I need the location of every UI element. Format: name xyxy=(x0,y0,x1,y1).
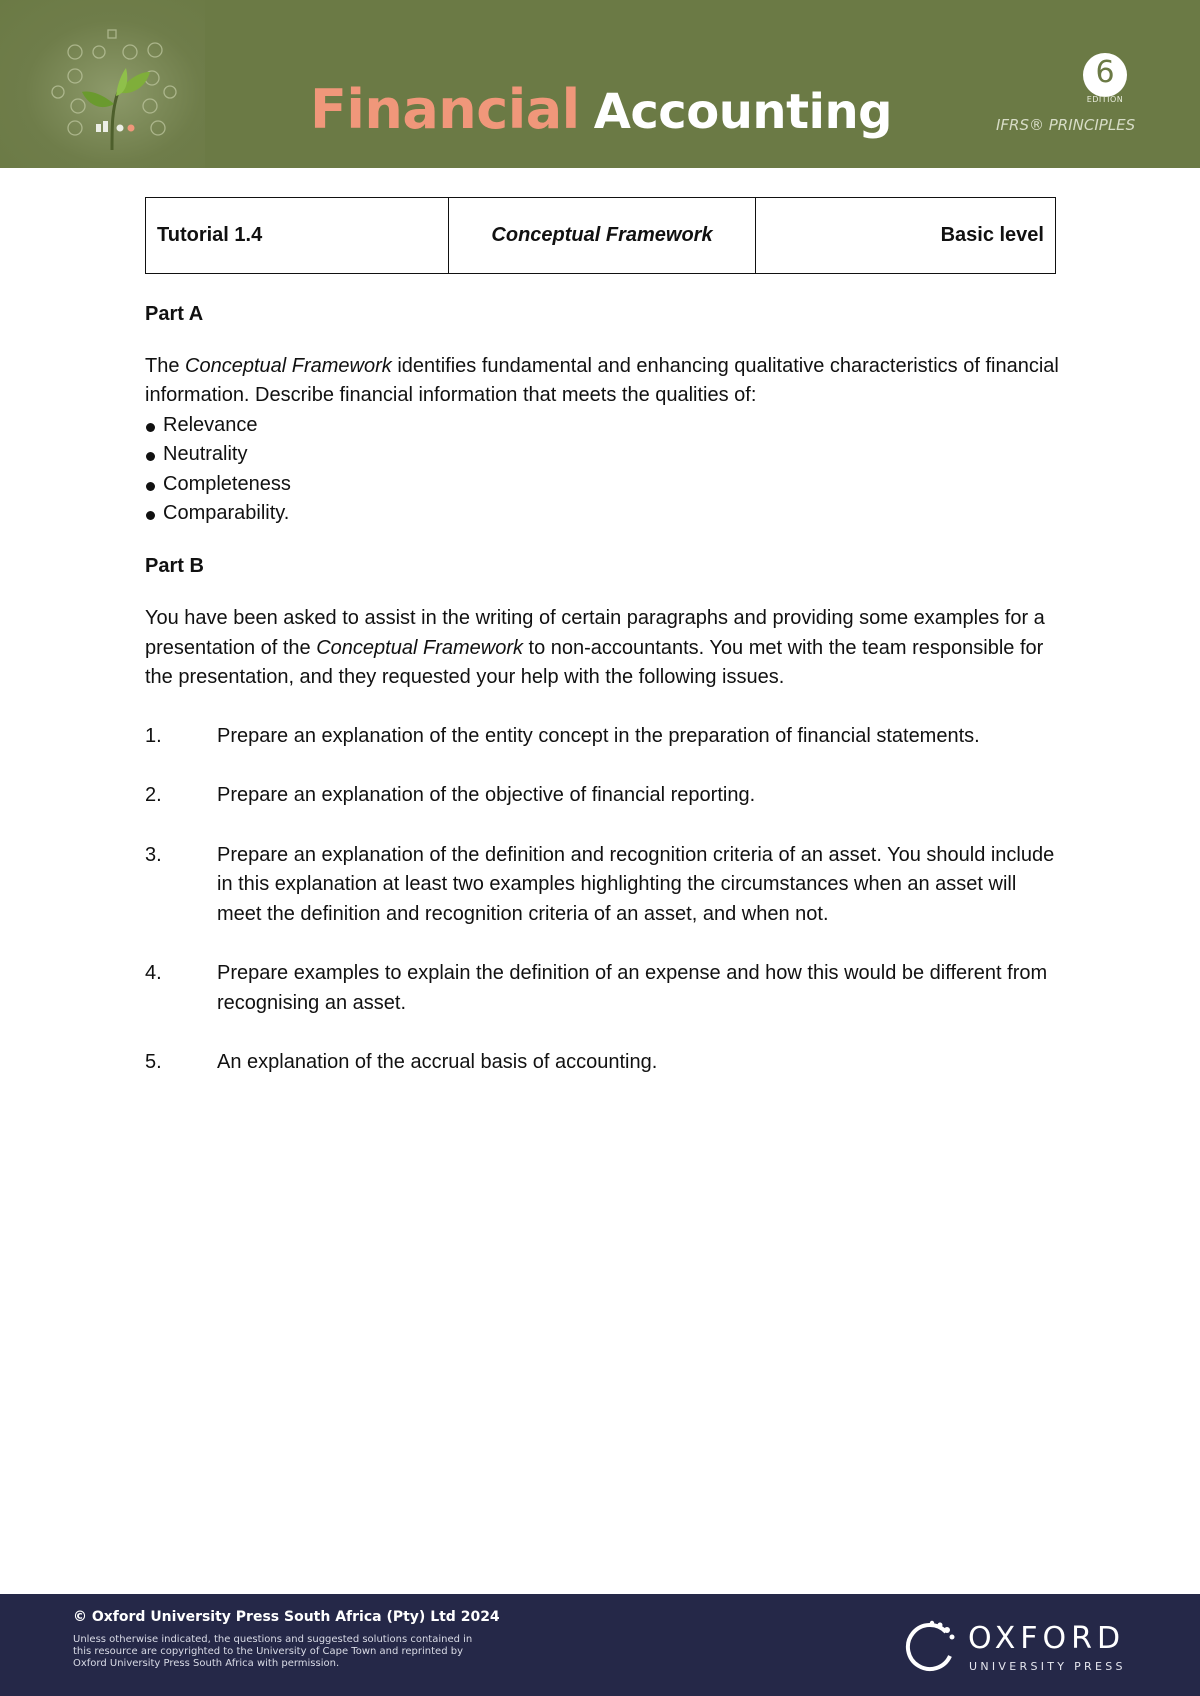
item-number: 5. xyxy=(145,1051,162,1073)
item-text: Prepare an explanation of the definition and recognition criteria of an asset. You should include in this explanation at least two examples highlighting the circumstances when an asset will meet the definition and recognition criteria of an asset, and when not. xyxy=(217,843,1055,925)
oxford-subtitle: UNIVERSITY PRESS xyxy=(969,1660,1126,1673)
oxford-wordmark: OXFORD xyxy=(968,1621,1126,1656)
list-item xyxy=(145,841,1065,930)
list-item xyxy=(145,781,1065,811)
part-a-bullet-list xyxy=(145,411,1065,529)
banner-title xyxy=(310,78,892,148)
header-banner xyxy=(0,0,1200,168)
list-item xyxy=(145,1048,1065,1078)
oxford-logo-icon xyxy=(900,1620,958,1678)
part-a-heading: Part A xyxy=(145,303,204,325)
item-number: 2. xyxy=(145,784,162,806)
item-number: 1. xyxy=(145,724,162,747)
plant-illustration xyxy=(0,0,205,168)
list-item xyxy=(145,959,1065,1018)
list-item xyxy=(145,722,1065,752)
tutorial-level: Basic level xyxy=(756,198,1056,274)
plant-icon xyxy=(0,0,205,168)
item-text: An explanation of the accrual basis of accounting. xyxy=(217,1051,658,1073)
copyright-notice: © Oxford University Press South Africa (Pty) Ltd 2024 xyxy=(73,1609,500,1625)
item-text: Prepare an explanation of the objective of financial reporting. xyxy=(217,784,756,806)
tutorial-title-row xyxy=(146,198,1056,274)
list-item: Completeness xyxy=(145,470,1065,500)
edition-label: EDITION xyxy=(1086,95,1124,104)
part-a-intro-after: identifies fundamental and enhancing qualitative characteristics of financial information. Describe financial information that meets the qualities of: xyxy=(145,354,1059,406)
ifrs-subtitle: IFRS® PRINCIPLES xyxy=(996,116,1136,134)
document-body xyxy=(145,300,1065,1108)
footer xyxy=(0,1594,1200,1696)
item-text: Prepare an explanation of the entity concept in the preparation of financial statements. xyxy=(217,724,980,747)
part-a-intro-before: The xyxy=(145,354,186,377)
item-number: 3. xyxy=(145,843,162,866)
part-a-intro xyxy=(145,352,1065,411)
list-item: Neutrality xyxy=(145,440,1065,470)
part-b-numbered-list xyxy=(145,722,1065,1078)
part-a-intro-italic: Conceptual Framework xyxy=(185,354,392,377)
title-financial: Financial xyxy=(310,78,580,141)
part-b-intro-before: You have been asked to assist in the writing of certain paragraphs and providing some examples for a presentation of the xyxy=(145,607,1045,659)
tutorial-title-table xyxy=(145,197,1056,274)
title-accounting: Accounting xyxy=(593,84,893,140)
part-b-heading: Part B xyxy=(145,554,204,577)
edition-number: 6 xyxy=(1095,55,1115,90)
item-text: Prepare examples to explain the definition of an expense and how this would be different from recognising an asset. xyxy=(217,962,1048,1014)
list-item: Relevance xyxy=(145,411,1065,441)
list-item: Comparability. xyxy=(145,499,1065,529)
part-b-intro-after: to non-accountants. You met with the team responsible for the presentation, and they requested your help with the following issues. xyxy=(145,636,1044,688)
edition-badge xyxy=(1083,53,1127,97)
tutorial-topic: Conceptual Framework xyxy=(449,198,756,274)
part-b-intro xyxy=(145,604,1065,693)
tutorial-number: Tutorial 1.4 xyxy=(146,198,449,274)
part-b-intro-italic: Conceptual Framework xyxy=(316,636,523,659)
disclaimer-text: Unless otherwise indicated, the questions and suggested solutions contained in this resource are copyrighted to the University of Cape Town and reprinted by Oxford University Press South Africa with permission. xyxy=(73,1634,473,1669)
item-number: 4. xyxy=(145,962,162,984)
